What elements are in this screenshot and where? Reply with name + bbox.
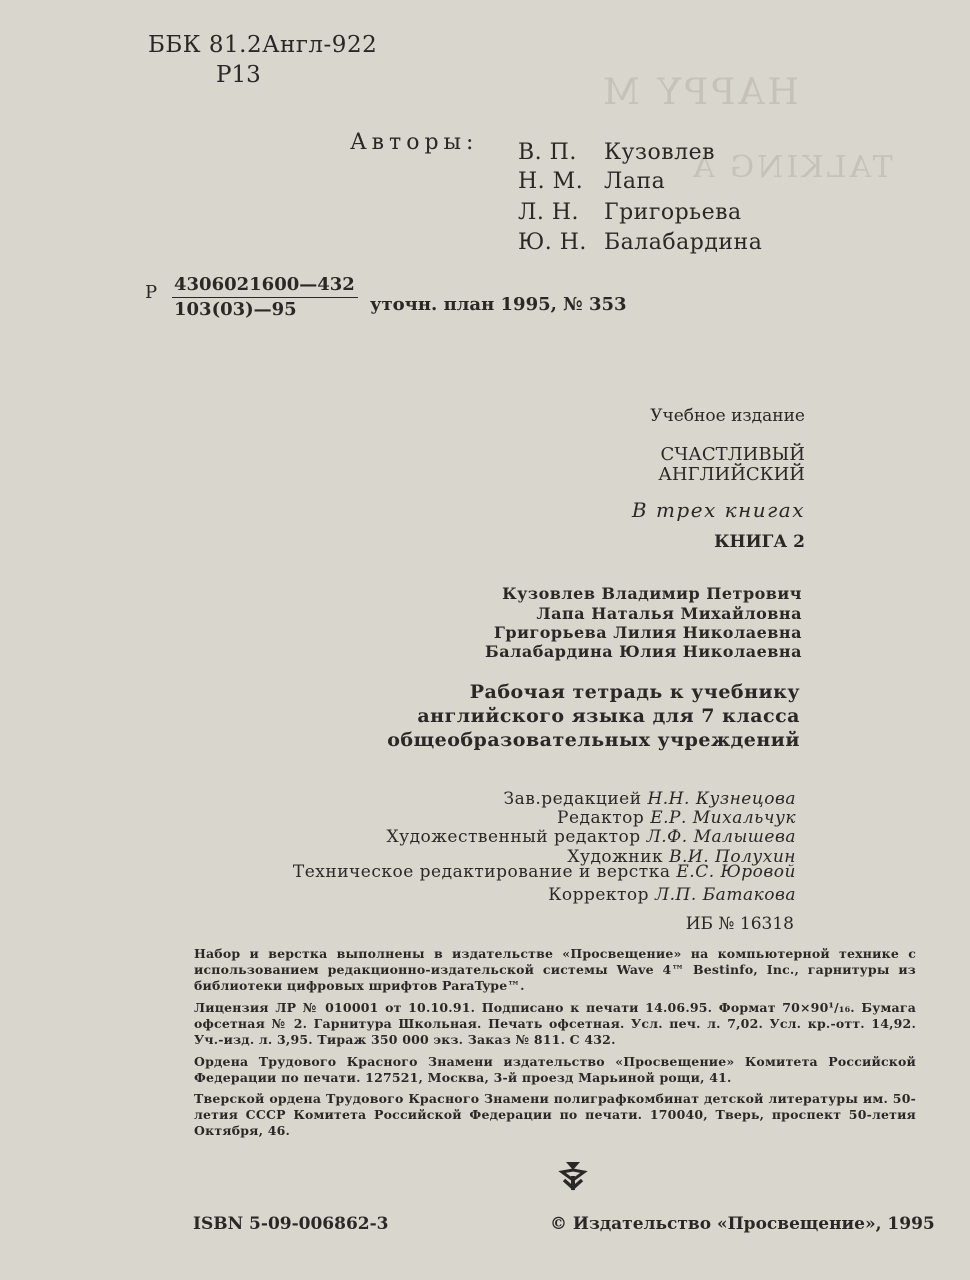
catalog-numerator: 4306021600—432 — [174, 274, 355, 295]
book-description-line: общеобразовательных учреждений — [387, 729, 800, 751]
author-full-name: Григорьева Лилия Николаевна — [493, 623, 802, 642]
credit-name: Л.П. Батакова — [654, 885, 796, 905]
catalog-plan: уточн. план 1995, № 353 — [370, 294, 627, 315]
credit-name: В.И. Полухин — [668, 847, 796, 867]
ib-number: ИБ № 16318 — [685, 914, 794, 934]
author-initials: В. П. — [518, 140, 577, 165]
author-initials: Ю. Н. — [518, 230, 587, 255]
author-line — [518, 200, 742, 225]
isbn: ISBN 5-09-006862-3 — [193, 1214, 389, 1234]
author-initials: Л. Н. — [518, 200, 580, 225]
bbk-subcode: Р13 — [216, 62, 261, 88]
author-initials: Н. М. — [518, 169, 584, 194]
author-line — [518, 140, 715, 165]
book-title-line1: СЧАСТЛИВЫЙ — [660, 444, 805, 465]
book-description-line: английского языка для 7 класса — [417, 705, 800, 727]
credit-role: Редактор — [557, 808, 645, 828]
book-description-line: Рабочая тетрадь к учебнику — [469, 681, 800, 703]
credit-line — [557, 808, 796, 828]
series-note: В трех книгах — [631, 498, 805, 522]
credit-line — [293, 862, 796, 882]
authors-label: Авторы: — [350, 130, 479, 155]
credit-name: Е.С. Юровой — [676, 862, 796, 882]
book-number: КНИГА 2 — [714, 532, 805, 552]
credit-role: Корректор — [548, 885, 650, 905]
author-line — [518, 169, 665, 194]
credit-line — [548, 885, 796, 905]
show-through-text: HAPPY M — [600, 72, 799, 113]
author-surname: Григорьева — [604, 200, 742, 225]
book-title-line2: АНГЛИЙСКИЙ — [658, 464, 805, 485]
credit-role: Художественный редактор — [386, 827, 641, 847]
edition-type: Учебное издание — [650, 406, 805, 426]
credit-line — [504, 789, 796, 809]
credit-name: Е.Р. Михальчук — [650, 808, 796, 828]
catalog-letter: Р — [145, 282, 158, 303]
publisher-logo-icon — [558, 1158, 588, 1192]
credit-name: Л.Ф. Малышева — [646, 827, 796, 847]
credit-role: Зав.редакцией — [503, 789, 642, 809]
author-surname: Кузовлев — [604, 140, 715, 165]
imprint-paragraph: Ордена Трудового Красного Знамени издательство «Просвещение» Комитета Российской Федерации по печати. 127521, Москва, 3-й проезд Марьиной рощи, 41. — [194, 1054, 916, 1085]
credit-name: Н.Н. Кузнецова — [647, 789, 796, 809]
fraction-bar — [172, 297, 358, 298]
imprint-paragraph: Набор и верстка выполнены в издательстве «Просвещение» на компьютерной технике с использованием редакционно-издательской системы Wave 4™ Bestinfo, Inc., гарнитуры из библиотеки цифровых шрифтов ParaType™. — [194, 946, 916, 993]
credit-line — [386, 827, 796, 847]
imprint-paragraph: Лицензия ЛР № 010001 от 10.10.91. Подписано к печати 14.06.95. Формат 70×90¹/₁₆. Бумага офсетная № 2. Гарнитура Школьная. Печать офсетная. Усл. печ. л. 7,02. Усл. кр.-отт. 14,92. Уч.-изд. л. 3,95. Тираж 350 000 экз. Заказ № 811. С 432. — [194, 1000, 916, 1047]
credit-role: Техническое редактирование и верстка — [292, 862, 671, 882]
credit-role: Художник — [567, 847, 664, 867]
copyright: © Издательство «Просвещение», 1995 — [550, 1214, 935, 1234]
show-through-text: TALKING A — [690, 150, 893, 185]
author-full-name: Балабардина Юлия Николаевна — [485, 642, 802, 661]
author-full-name: Лапа Наталья Михайловна — [536, 604, 802, 623]
catalog-denominator: 103(03)—95 — [174, 299, 297, 320]
author-surname: Лапа — [604, 169, 666, 194]
bbk-code: ББК 81.2Англ-922 — [148, 32, 378, 58]
author-full-name: Кузовлев Владимир Петрович — [502, 584, 802, 603]
author-line — [518, 230, 762, 255]
author-surname: Балабардина — [604, 230, 763, 255]
imprint-paragraph: Тверской ордена Трудового Красного Знамени полиграфкомбинат детской литературы им. 50-летия СССР Комитета Российской Федерации по печати. 170040, Тверь, проспект 50-летия Октября, 46. — [194, 1091, 916, 1138]
